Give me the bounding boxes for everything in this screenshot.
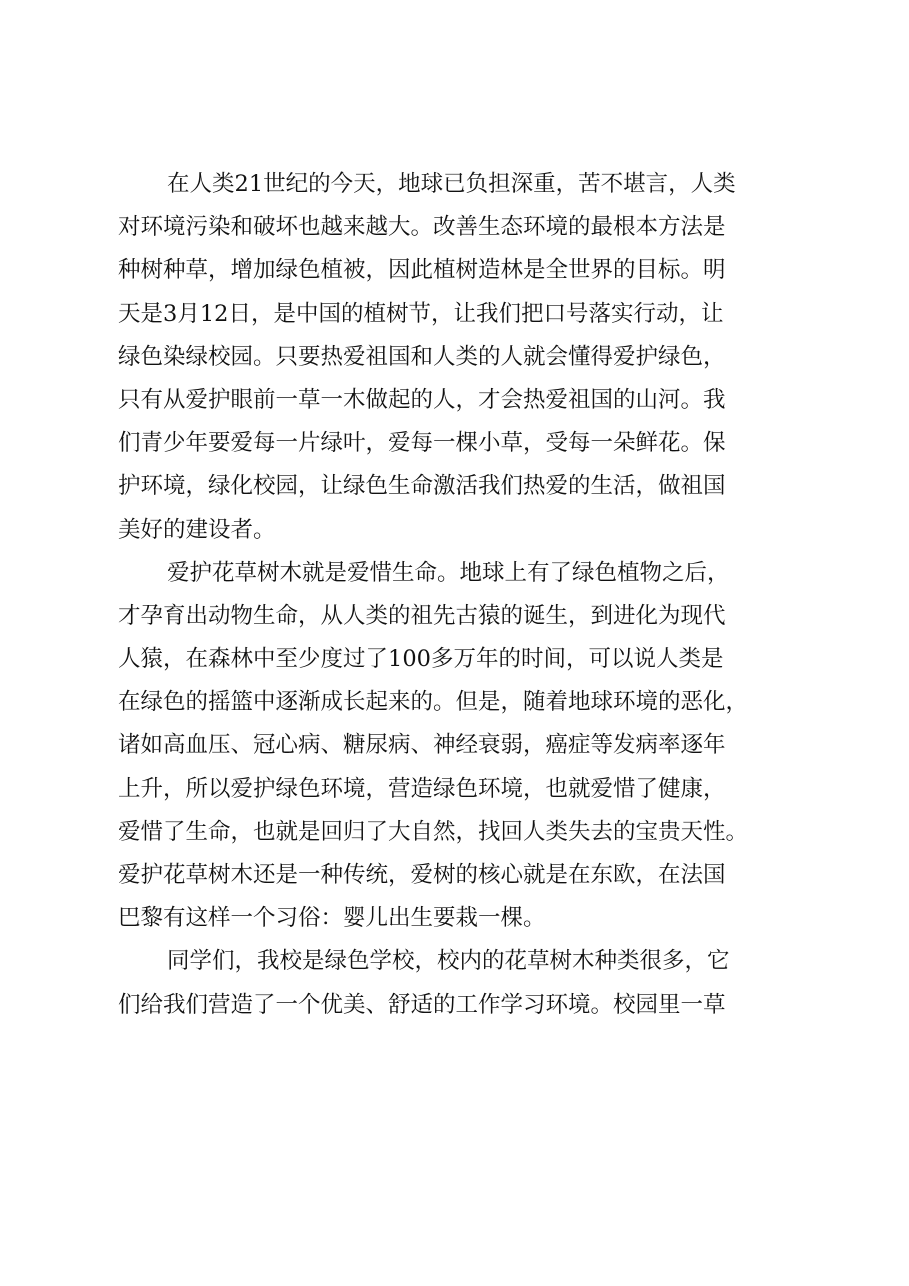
paragraph-1 [118,163,808,552]
text-line: 上升，所以爱护绿色环境，营造绿色环境，也就爱惜了健康， [118,775,726,802]
text-line: 美好的建设者。 [118,516,276,543]
text-line: 们给我们营造了一个优美、舒适的工作学习环境。校园里一草 [118,991,726,1018]
text-line: 在绿色的摇篮中逐渐成长起来的。但是，随着地球环境的恶化， [118,689,749,716]
paragraph-2 [118,552,808,941]
paragraph-3 [118,940,808,1026]
document-body [118,163,808,1027]
text-line: 们青少年要爱每一片绿叶，爱每一棵小草，受每一朵鲜花。保 [118,430,726,457]
text-line: 绿色染绿校园。只要热爱祖国和人类的人就会懂得爱护绿色， [118,343,726,370]
text-line: 只有从爱护眼前一草一木做起的人，才会热爱祖国的山河。我 [118,386,726,413]
text-line: 人猿，在森林中至少度过了100多万年的时间，可以说人类是 [118,646,724,673]
text-line: 爱惜了生命，也就是回归了大自然，找回人类失去的宝贵天性。 [118,818,749,845]
text-line: 护环境，绿化校园，让绿色生命激活我们热爱的生活，做祖国 [118,473,726,500]
text-line: 同学们，我校是绿色学校，校内的花草树木种类很多，它 [167,948,730,975]
text-line: 天是3月12日，是中国的植树节，让我们把口号落实行动，让 [118,300,724,327]
text-line: 诸如高血压、冠心病、糖尿病、神经衰弱，癌症等发病率逐年 [118,732,726,759]
text-line: 巴黎有这样一个习俗：婴儿出生要栽一棵。 [118,905,546,932]
text-line: 爱护花草树木还是一种传统，爱树的核心就是在东欧，在法国 [118,862,726,888]
text-line: 在人类21世纪的今天，地球已负担深重，苦不堪言，人类 [167,171,736,197]
text-line: 对环境污染和破坏也越来越大。改善生态环境的最根本方法是 [118,214,726,241]
text-line: 种树种草，增加绿色植被，因此植树造林是全世界的目标。明 [118,257,726,284]
text-line: 爱护花草树木就是爱惜生命。地球上有了绿色植物之后， [167,559,730,586]
text-line: 才孕育出动物生命，从人类的祖先古猿的诞生，到进化为现代 [118,602,726,629]
